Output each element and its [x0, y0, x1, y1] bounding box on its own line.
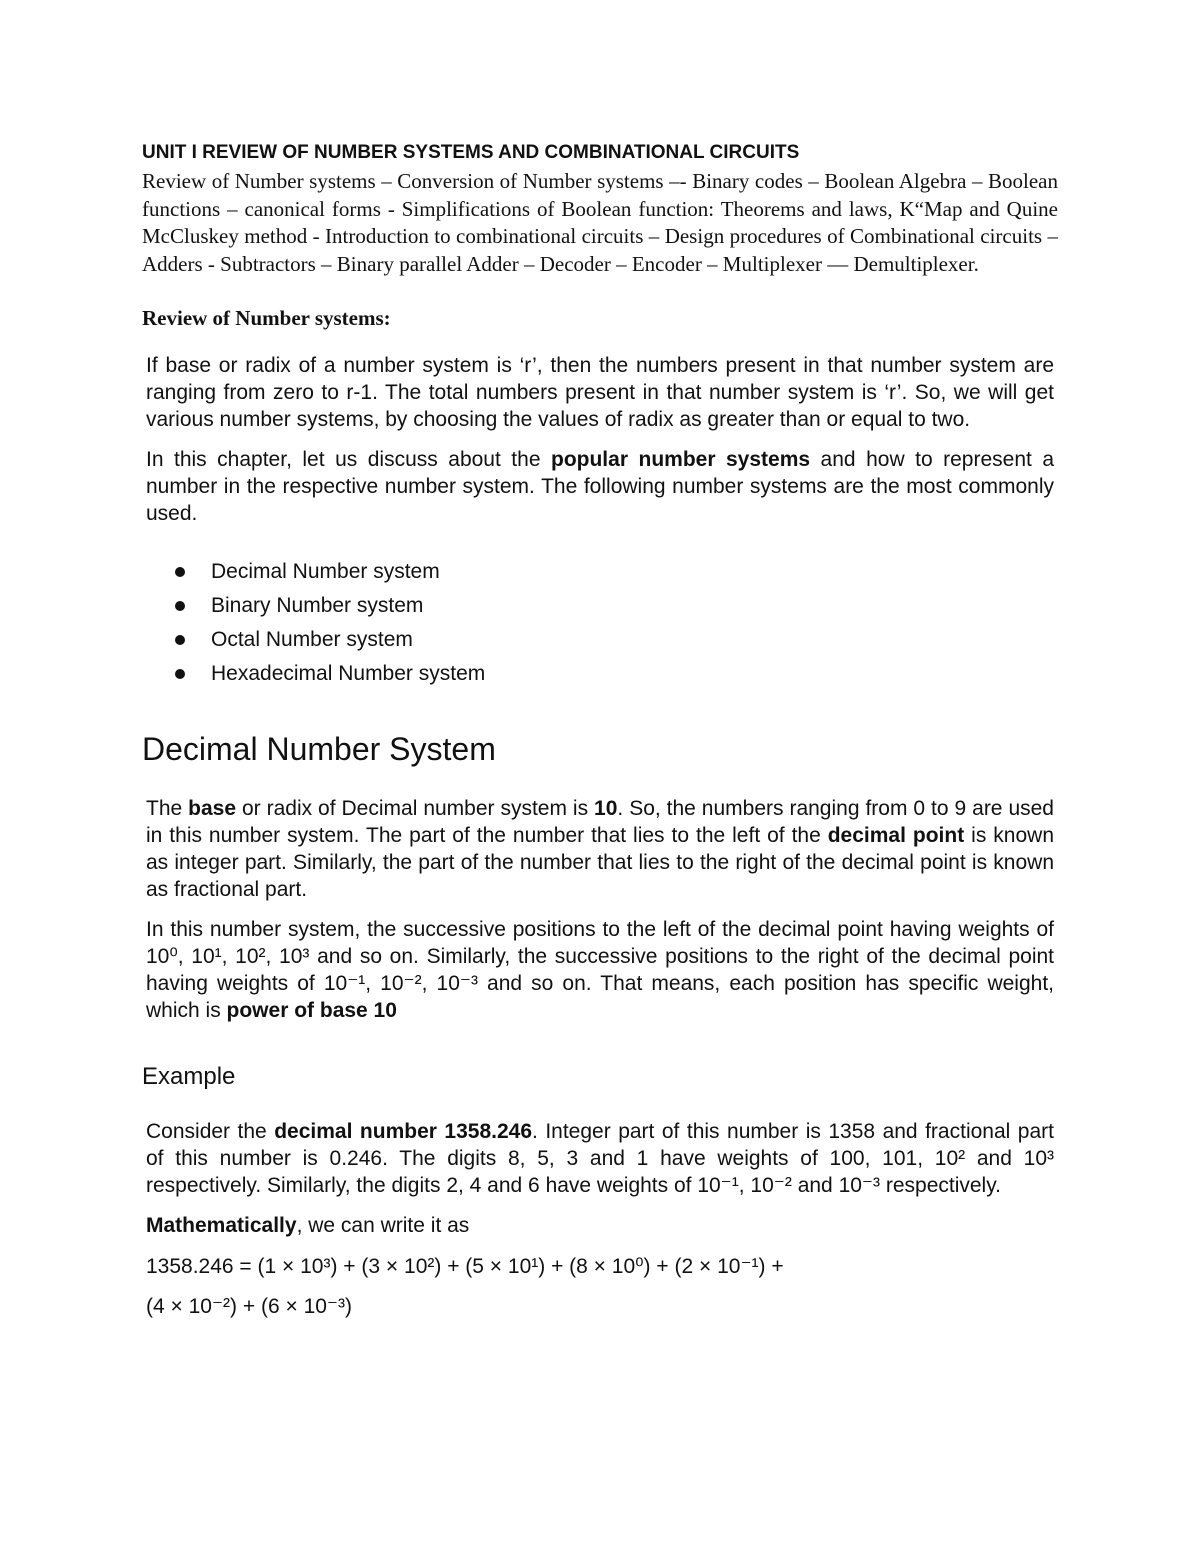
base-text-4: is known as integer part. Similarly, the part of the number that lies to the right of the decimal point is known as fractional part.: [146, 824, 1054, 901]
example-text-1: Consider the: [146, 1120, 275, 1143]
positions-paragraph: [142, 916, 1058, 1024]
example-text-2: . Integer part of this number is 1358 and fractional part of this number is 0.246. The digits 8, 5, 3 and 1 have weights of 100, 101, 10² and 10³ respectively. Similarly, the digits 2, 4 and 6 have weights of 10⁻¹, 10⁻² and 10⁻³ respectively.: [146, 1120, 1054, 1197]
number-systems-list: [142, 555, 1058, 691]
math-intro-text: , we can write it as: [296, 1214, 470, 1237]
unit-title: UNIT I REVIEW OF NUMBER SYSTEMS AND COMBINATIONAL CIRCUITS: [142, 142, 800, 163]
radix-paragraph: If base or radix of a number system is ‘r’, then the numbers present in that number system are ranging from zero to r-1. The total numbers present in that number system is ‘r’. So, we will get various number systems, by choosing the values of radix as greater than or equal to two.: [146, 354, 1054, 431]
list-item-label: Hexadecimal Number system: [211, 662, 486, 685]
bullet-icon: [175, 601, 185, 611]
syllabus-paragraph: Review of Number systems – Conversion of Number systems –- Binary codes – Boolean Algebra – Boolean functions – canonical forms - Simplifications of Boolean function: Theorems and laws, K“Map and Quine McCluskey method - Introduction to combinational circuits – Design procedures of Combinational circuits – Adders - Subtractors – Binary parallel Adder – Decoder – Encoder – Multiplexer –– Demultiplexer.: [142, 169, 1058, 276]
base-bold-3: decimal point: [827, 824, 965, 847]
document-page: [142, 140, 1058, 1320]
chapter-text-before: In this chapter, let us discuss about the: [146, 448, 551, 471]
review-heading: Review of Number systems:: [142, 306, 391, 330]
bullet-icon: [175, 567, 185, 577]
base-text-3: . So, the numbers ranging from 0 to 9 are used in this number system. The part of the number that lies to the left of the: [146, 797, 1054, 847]
list-item: [142, 657, 1058, 691]
math-intro-bold: Mathematically: [146, 1214, 297, 1237]
equation-line-1: 1358.246 = (1 × 10³) + (3 × 10²) + (5 × 10¹) + (8 × 10⁰) + (2 × 10⁻¹) +: [146, 1255, 784, 1278]
example-paragraph: [142, 1118, 1058, 1199]
bullet-icon: [175, 669, 185, 679]
list-item: [142, 555, 1058, 589]
chapter-paragraph: [142, 446, 1058, 527]
base-paragraph: [142, 795, 1058, 903]
example-bold: decimal number 1358.246: [274, 1120, 532, 1143]
equation-line-2: (4 × 10⁻²) + (6 × 10⁻³): [146, 1295, 353, 1318]
base-bold-2: 10: [594, 797, 618, 820]
chapter-text-after: and how to represent a number in the respective number system. The following number systems are the most commonly used.: [146, 448, 1055, 525]
bullet-icon: [175, 635, 185, 645]
decimal-heading: Decimal Number System: [142, 731, 496, 767]
positions-text: In this number system, the successive positions to the left of the decimal point having weights of 10⁰, 10¹, 10², 10³ and so on. Similarly, the successive positions to the right of the decimal point having weights of 10⁻¹, 10⁻², 10⁻³ and so on. That means, each position has specific weight, which is: [146, 918, 1054, 1022]
list-item: [142, 623, 1058, 657]
base-text-1: The: [146, 797, 189, 820]
math-intro-paragraph: [142, 1212, 1058, 1239]
base-text-2: or radix of Decimal number system is: [236, 797, 595, 820]
positions-bold: power of base 10: [226, 999, 397, 1022]
list-item-label: Decimal Number system: [211, 560, 440, 583]
chapter-bold-text: popular number systems: [551, 448, 811, 471]
example-heading: Example: [142, 1063, 236, 1090]
base-bold-1: base: [188, 797, 237, 820]
list-item-label: Binary Number system: [211, 594, 424, 617]
list-item-label: Octal Number system: [211, 628, 413, 651]
list-item: [142, 589, 1058, 623]
